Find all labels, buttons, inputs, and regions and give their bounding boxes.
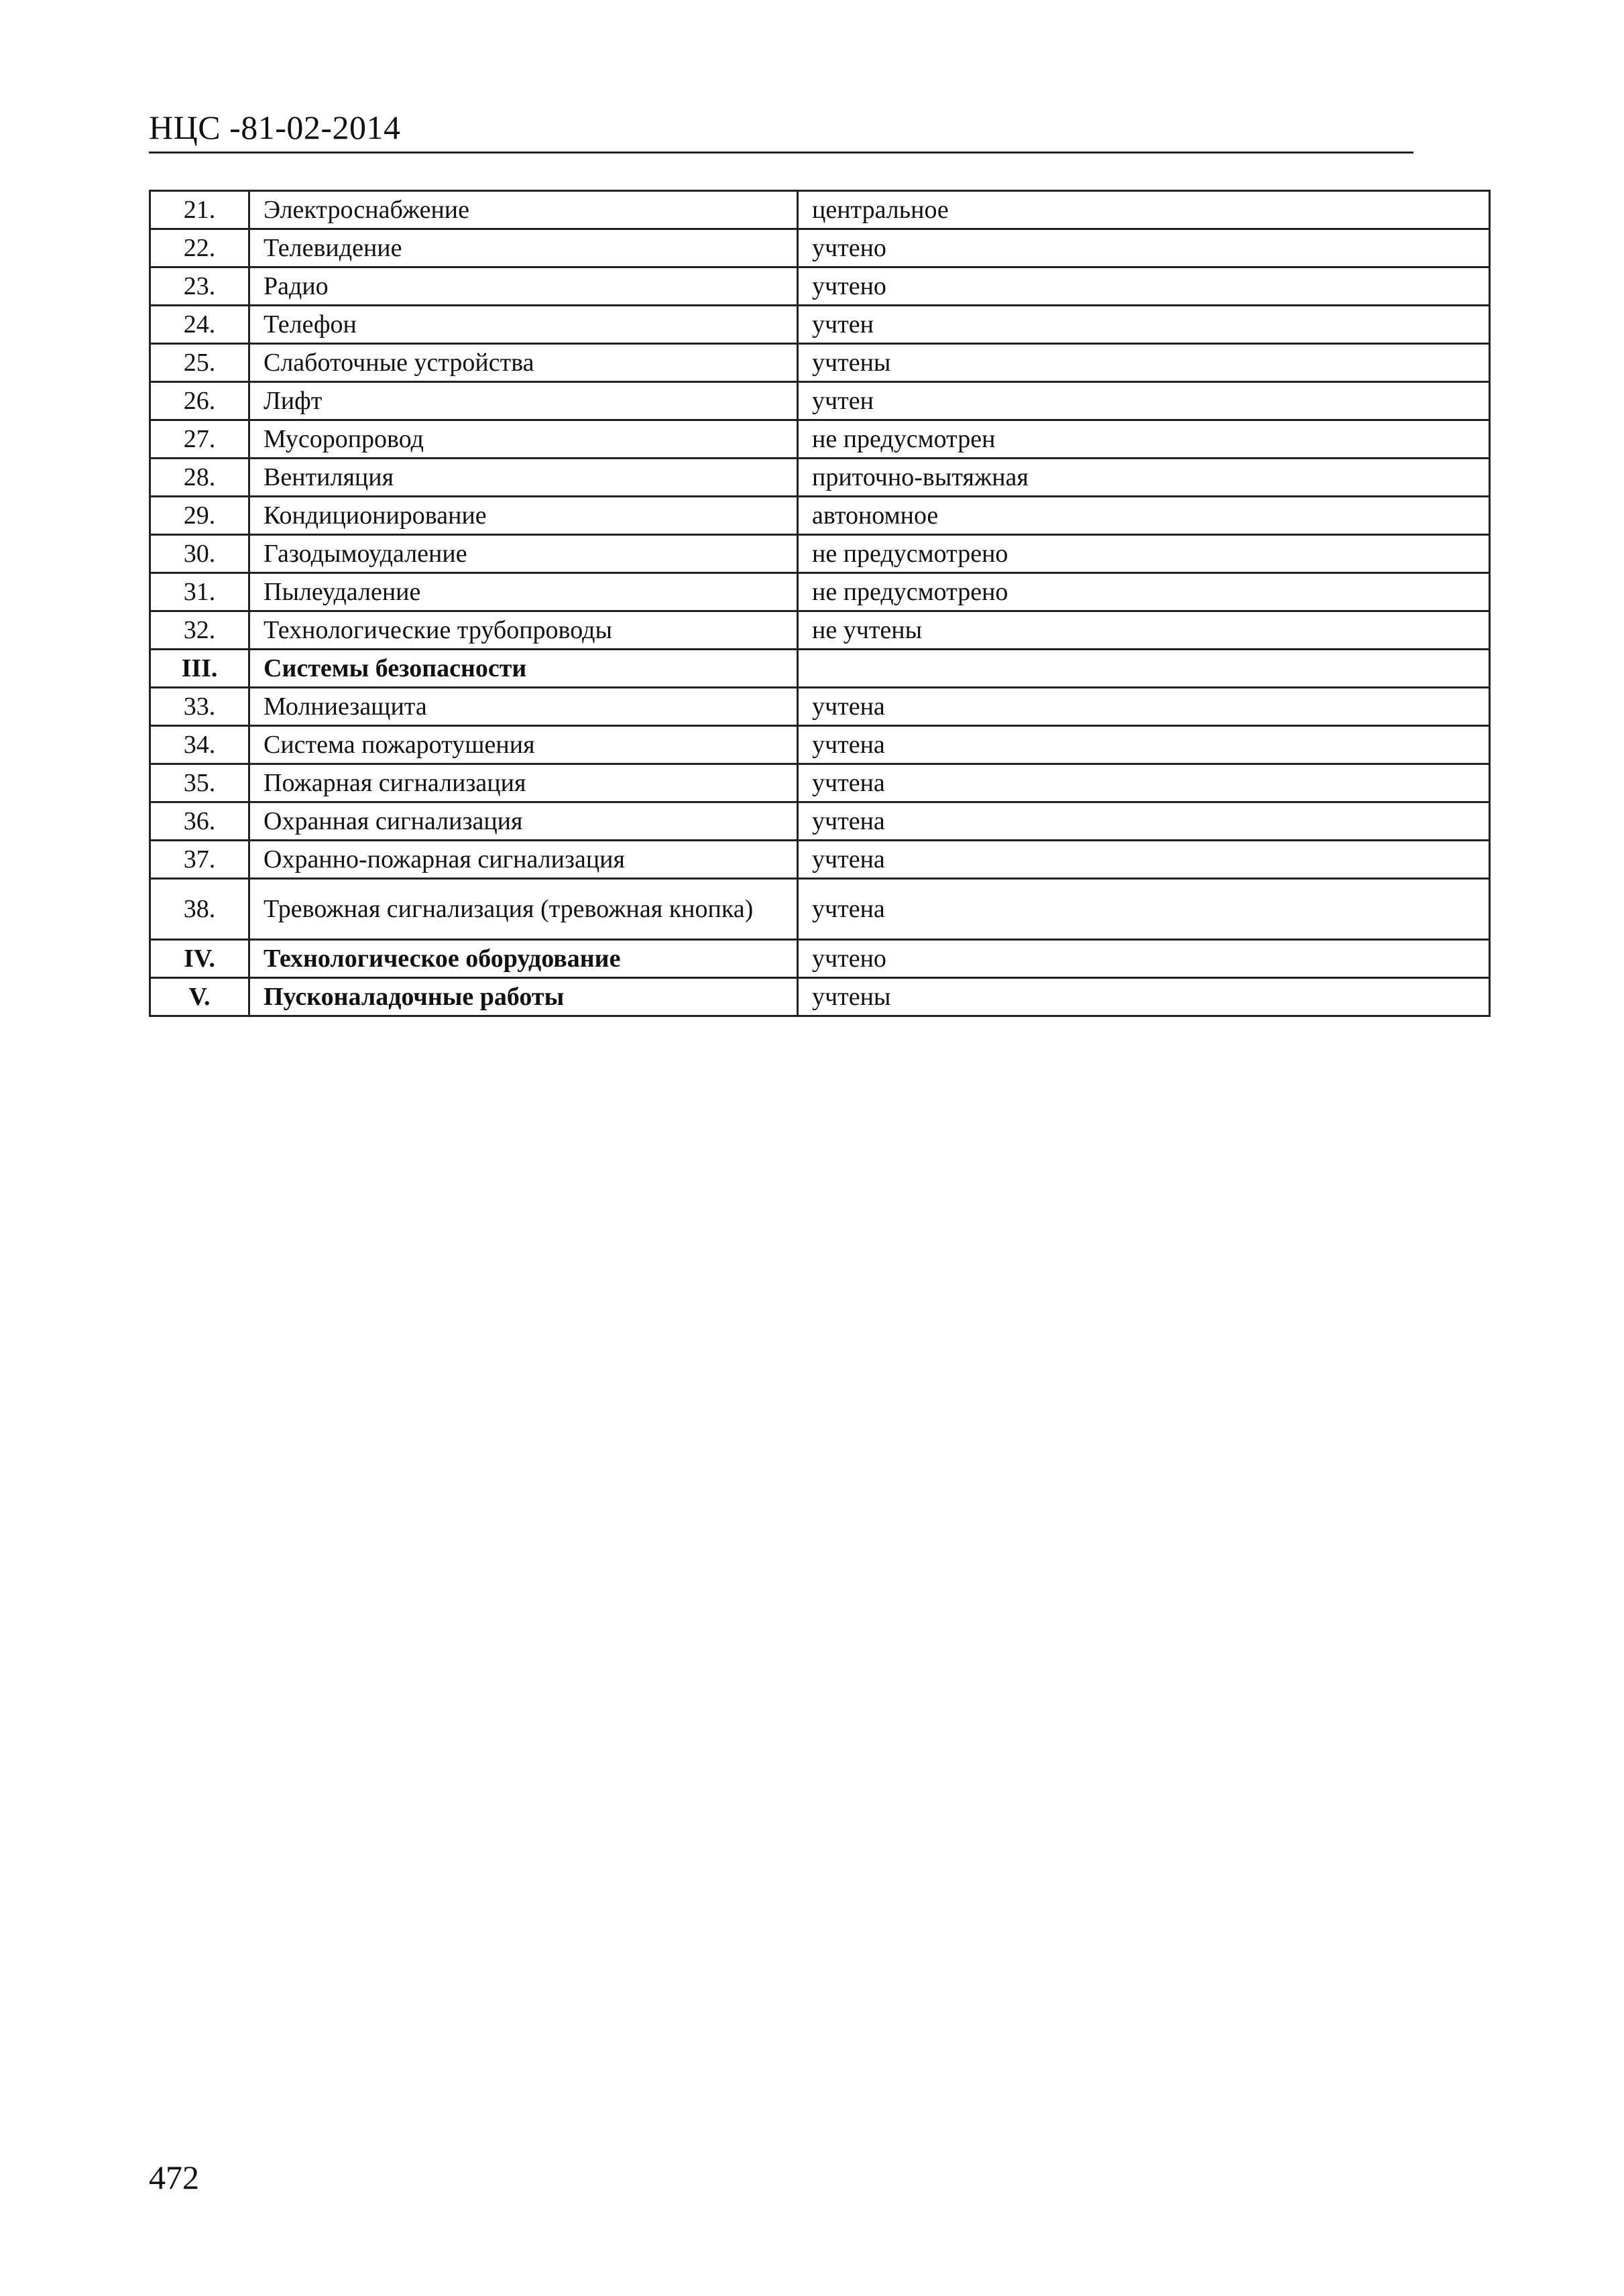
table-row: [150, 726, 1490, 764]
row-value-cell: не предусмотрено: [798, 573, 1490, 611]
row-number-cell: 26.: [150, 382, 249, 420]
section-row: [150, 978, 1490, 1016]
row-number-cell: V.: [150, 978, 249, 1016]
specification-table: [149, 190, 1491, 1017]
table-row: [150, 879, 1490, 940]
row-number-cell: 25.: [150, 344, 249, 382]
row-value-cell: не предусмотрено: [798, 535, 1490, 573]
row-value-cell: учтено: [798, 267, 1490, 306]
row-value-cell: учтена: [798, 879, 1490, 940]
header-rule: [149, 152, 1413, 154]
row-name-cell: Телефон: [249, 306, 798, 344]
table-row: [150, 191, 1490, 229]
row-value-cell: учтен: [798, 382, 1490, 420]
row-name-cell: Кондиционирование: [249, 497, 798, 535]
table-row: [150, 535, 1490, 573]
row-number-cell: 34.: [150, 726, 249, 764]
row-name-cell: Пожарная сигнализация: [249, 764, 798, 802]
page-number: 472: [149, 2159, 199, 2196]
row-number-cell: 37.: [150, 841, 249, 879]
table-row: [150, 382, 1490, 420]
table-row: [150, 611, 1490, 650]
row-number-cell: 23.: [150, 267, 249, 306]
table-row: [150, 229, 1490, 267]
row-name-cell: Вентиляция: [249, 459, 798, 497]
row-value-cell: учтена: [798, 802, 1490, 841]
row-value-cell: учтена: [798, 726, 1490, 764]
table-row: [150, 802, 1490, 841]
row-number-cell: 24.: [150, 306, 249, 344]
table-row: [150, 267, 1490, 306]
row-number-cell: 38.: [150, 879, 249, 940]
row-value-cell: приточно-вытяжная: [798, 459, 1490, 497]
section-row: [150, 940, 1490, 978]
row-value-cell: центральное: [798, 191, 1490, 229]
row-name-cell: Молниезащита: [249, 688, 798, 726]
row-number-cell: 27.: [150, 420, 249, 459]
row-value-cell: автономное: [798, 497, 1490, 535]
row-name-cell: Охранная сигнализация: [249, 802, 798, 841]
row-value-cell: учтены: [798, 344, 1490, 382]
row-value-cell: учтены: [798, 978, 1490, 1016]
table-row: [150, 688, 1490, 726]
row-value-cell: учтен: [798, 306, 1490, 344]
row-number-cell: 21.: [150, 191, 249, 229]
row-name-cell: Система пожаротушения: [249, 726, 798, 764]
row-number-cell: 30.: [150, 535, 249, 573]
row-number-cell: III.: [150, 650, 249, 688]
table-row: [150, 764, 1490, 802]
row-name-cell: Лифт: [249, 382, 798, 420]
row-number-cell: 31.: [150, 573, 249, 611]
row-name-cell: Пусконаладочные работы: [249, 978, 798, 1016]
row-number-cell: 32.: [150, 611, 249, 650]
row-value-cell: учтена: [798, 764, 1490, 802]
row-value-cell: [798, 650, 1490, 688]
section-row: [150, 650, 1490, 688]
table-row: [150, 306, 1490, 344]
table-row: [150, 459, 1490, 497]
row-name-cell: Мусоропровод: [249, 420, 798, 459]
row-value-cell: не учтены: [798, 611, 1490, 650]
row-value-cell: учтена: [798, 688, 1490, 726]
row-name-cell: Тревожная сигнализация (тревожная кнопка): [249, 879, 798, 940]
row-number-cell: 35.: [150, 764, 249, 802]
row-number-cell: 28.: [150, 459, 249, 497]
row-name-cell: Телевидение: [249, 229, 798, 267]
row-value-cell: учтена: [798, 841, 1490, 879]
row-number-cell: 22.: [150, 229, 249, 267]
row-number-cell: 33.: [150, 688, 249, 726]
table-row: [150, 497, 1490, 535]
row-name-cell: Радио: [249, 267, 798, 306]
table-row: [150, 573, 1490, 611]
row-name-cell: Пылеудаление: [249, 573, 798, 611]
row-name-cell: Системы безопасности: [249, 650, 798, 688]
row-name-cell: Электроснабжение: [249, 191, 798, 229]
row-name-cell: Газодымоудаление: [249, 535, 798, 573]
row-number-cell: IV.: [150, 940, 249, 978]
row-name-cell: Охранно-пожарная сигнализация: [249, 841, 798, 879]
table-row: [150, 841, 1490, 879]
row-value-cell: не предусмотрен: [798, 420, 1490, 459]
row-number-cell: 36.: [150, 802, 249, 841]
row-value-cell: учтено: [798, 940, 1490, 978]
document-code: НЦС -81-02-2014: [149, 109, 401, 146]
specification-table-body: [150, 191, 1490, 1016]
row-value-cell: учтено: [798, 229, 1490, 267]
row-name-cell: Слаботочные устройства: [249, 344, 798, 382]
row-name-cell: Технологическое оборудование: [249, 940, 798, 978]
row-number-cell: 29.: [150, 497, 249, 535]
row-name-cell: Технологические трубопроводы: [249, 611, 798, 650]
table-row: [150, 420, 1490, 459]
table-row: [150, 344, 1490, 382]
